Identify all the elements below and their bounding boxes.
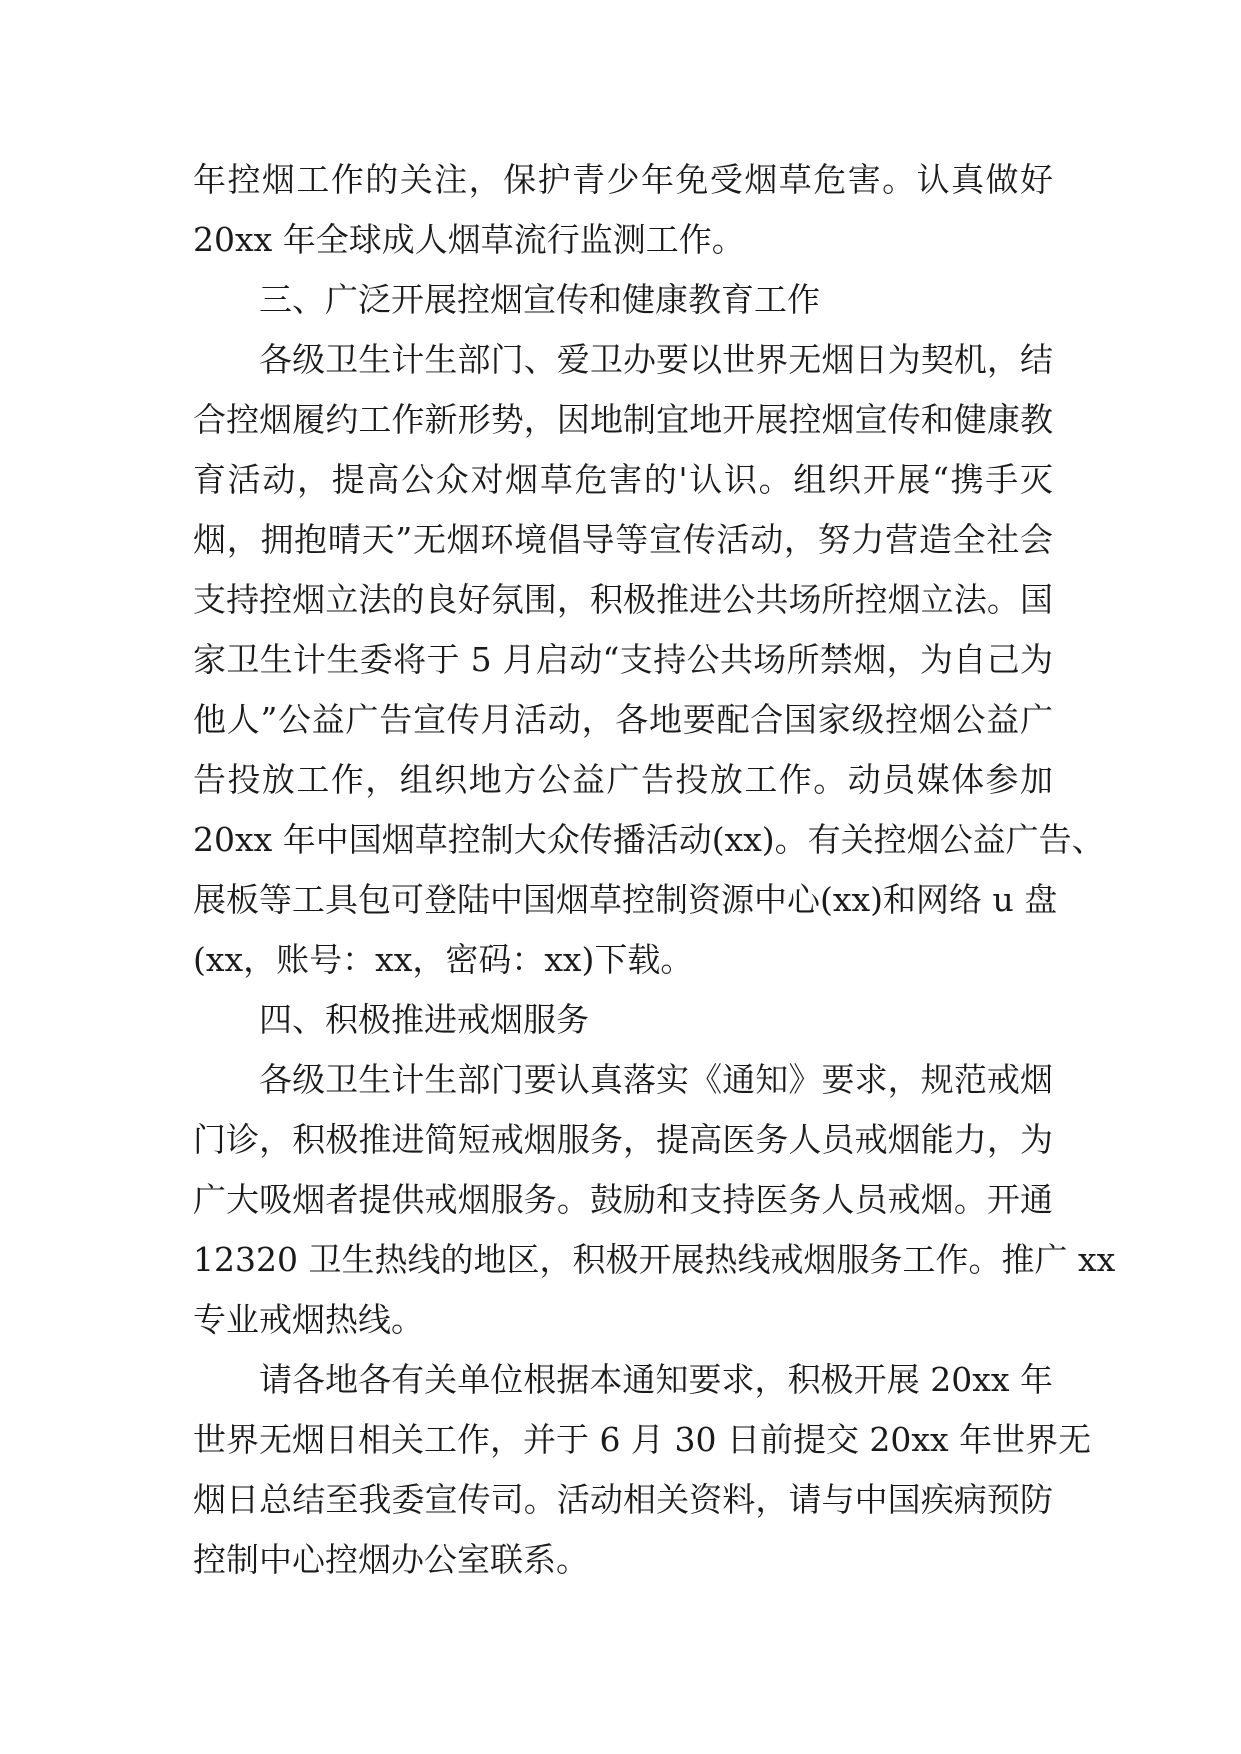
paragraph-line: 20xx 年中国烟草控制大众传播活动(xx)。有关控烟公益广告、 <box>193 820 1105 859</box>
paragraph-line: 世界无烟日相关工作，并于 6 月 30 日前提交 20xx 年世界无 <box>193 1420 1092 1459</box>
paragraph-line: 支持控烟立法的良好氛围，积极推进公共场所控烟立法。国 <box>193 580 1053 619</box>
paragraph-line: 烟，拥抱晴天”无烟环境倡导等宣传活动，努力营造全社会 <box>193 520 1053 559</box>
section-heading: 三、广泛开展控烟宣传和健康教育工作 <box>259 280 820 319</box>
paragraph-line: 控制中心控烟办公室联系。 <box>193 1540 589 1579</box>
paragraph-line: 各级卫生计生部门、爱卫办要以世界无烟日为契机，结 <box>259 340 1053 379</box>
paragraph-line: 烟日总结至我委宣传司。活动相关资料，请与中国疾病预防 <box>193 1480 1053 1519</box>
paragraph-line: 12320 卫生热线的地区，积极开展热线戒烟服务工作。推广 xx <box>193 1240 1116 1279</box>
paragraph-line: 年控烟工作的关注，保护青少年免受烟草危害。认真做好 <box>193 160 1053 199</box>
document-body <box>193 150 1116 1590</box>
paragraph-line: 专业戒烟热线。 <box>193 1300 424 1339</box>
paragraph-line: 他人”公益广告宣传月活动，各地要配合国家级控烟公益广 <box>193 700 1053 739</box>
paragraph-line: 合控烟履约工作新形势，因地制宜地开展控烟宣传和健康教 <box>193 400 1053 439</box>
section-heading: 四、积极推进戒烟服务 <box>259 1000 589 1039</box>
paragraph-line: (xx，账号：xx，密码：xx)下载。 <box>193 940 694 979</box>
paragraph-line: 家卫生计生委将于 5 月启动“支持公共场所禁烟，为自己为 <box>193 640 1053 679</box>
paragraph-line: 广大吸烟者提供戒烟服务。鼓励和支持医务人员戒烟。开通 <box>193 1180 1053 1219</box>
paragraph-line: 告投放工作，组织地方公益广告投放工作。动员媒体参加 <box>193 760 1053 799</box>
paragraph-line: 展板等工具包可登陆中国烟草控制资源中心(xx)和网络 u 盘 <box>193 880 1058 919</box>
paragraph-line: 门诊，积极推进简短戒烟服务，提高医务人员戒烟能力，为 <box>193 1120 1053 1159</box>
paragraph-line: 各级卫生计生部门要认真落实《通知》要求，规范戒烟 <box>259 1060 1053 1099</box>
paragraph-line: 育活动，提高公众对烟草危害的'认识。组织开展“携手灭 <box>193 460 1053 499</box>
paragraph-line: 20xx 年全球成人烟草流行监测工作。 <box>193 220 745 259</box>
paragraph-line: 请各地各有关单位根据本通知要求，积极开展 20xx 年 <box>259 1360 1053 1399</box>
